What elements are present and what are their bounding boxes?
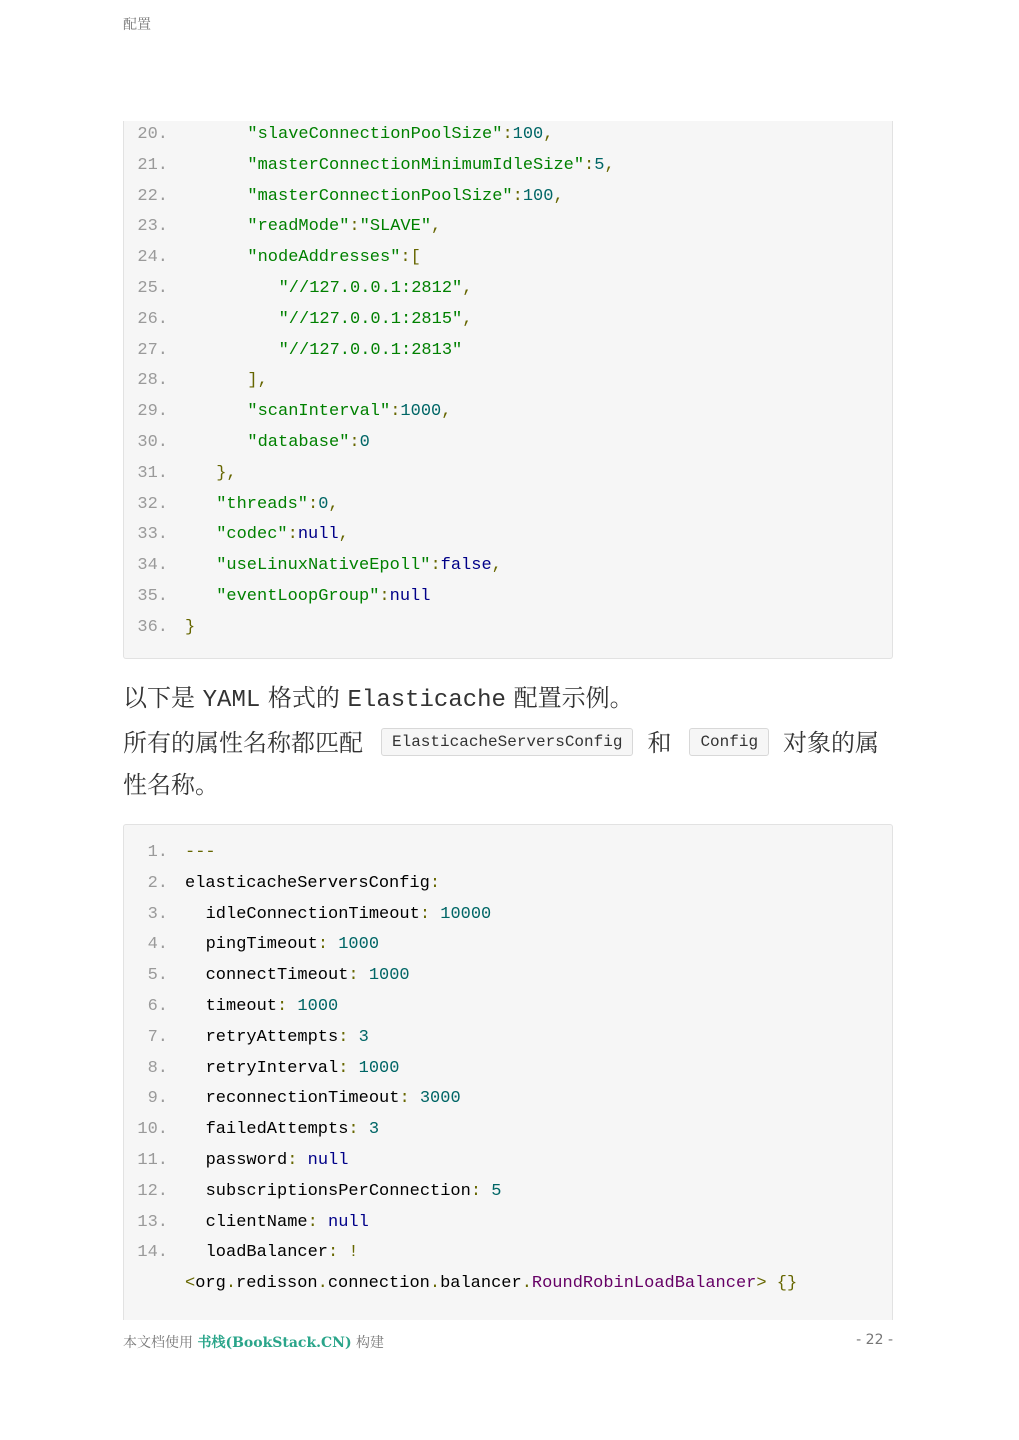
code-token: reconnectionTimeout [205,1089,400,1109]
code-text [185,1115,379,1146]
line-number: 31. [137,463,168,483]
code-line [124,930,892,961]
code-token: , [338,525,349,545]
code-line [124,1054,892,1085]
code-token: "SLAVE" [359,217,432,237]
code-token: , [553,186,564,206]
code-token: : [379,586,390,606]
text: 格式的 [260,684,348,712]
code-text [185,869,440,900]
code-token: : [584,155,595,175]
code-line [124,428,892,459]
code-line [124,869,892,900]
code-token: 1000 [368,966,410,986]
line-number: 8. [147,1058,168,1078]
code-line [124,1084,892,1115]
code-token: : [348,966,369,986]
inline-code-elasticache-servers-config: ElasticacheServersConfig [381,728,633,756]
json-code-block [123,121,893,659]
code-token: "//127.0.0.1:2813" [278,340,463,360]
code-token: "slaveConnectionPoolSize" [247,125,503,144]
code-token: 3000 [419,1089,461,1109]
code-token: : [419,904,441,924]
code-token: timeout [205,996,278,1016]
code-text [185,397,451,428]
code-line [124,305,892,336]
code-token: . [317,1274,328,1294]
code-token: "nodeAddresses" [247,248,401,268]
yaml-code-block [123,824,893,1320]
code-token: "masterConnectionMinimumIdleSize" [247,155,585,175]
code-token: "scanInterval" [247,402,391,422]
code-token: org [195,1274,226,1294]
code-text [185,930,379,961]
line-number: 22. [137,186,168,206]
code-text [185,1238,359,1269]
code-token: : [287,525,298,545]
code-line [124,397,892,428]
code-token: : [470,1181,492,1201]
code-token: 1000 [400,402,442,422]
code-token: 0 [359,432,370,452]
code-token: : [338,1027,359,1047]
code-token: "//127.0.0.1:2812" [278,278,463,298]
code-line [124,490,892,521]
line-number: 14. [137,1243,168,1263]
line-number: 9. [147,1089,168,1109]
code-token: } [185,617,196,637]
code-token: : [348,1120,369,1140]
code-text [185,1208,369,1239]
code-line [124,838,892,869]
code-text [185,243,421,274]
code-token: : [307,1212,329,1232]
code-token: 3 [368,1120,380,1140]
code-line [124,336,892,367]
text: 所有的属性名称都匹配 [123,729,363,757]
code-token: 3 [358,1027,369,1047]
line-number: 3. [147,904,168,924]
code-text [185,1177,501,1208]
code-token: false [440,556,492,576]
code-line [124,961,892,992]
code-text [185,613,195,644]
line-number: 29. [137,402,168,422]
code-token: clientName [205,1212,308,1232]
code-token: "threads" [216,494,309,514]
code-token: null [389,586,431,606]
code-lines [124,120,892,644]
code-text [185,1084,461,1115]
code-line [124,366,892,397]
line-number: 30. [137,432,168,452]
code-text [185,212,441,243]
code-token: : [317,935,339,955]
line-number: 35. [137,586,168,606]
code-line [124,992,892,1023]
code-token: : [390,402,401,422]
code-token: < [185,1274,196,1294]
code-token: redisson [236,1274,318,1294]
text: 以下是 [123,684,203,712]
line-number: 5. [147,966,168,986]
code-text [185,900,491,931]
line-number: 12. [137,1181,168,1201]
code-token: : [308,494,319,514]
code-token: : [512,186,523,206]
code-token: balancer [440,1274,522,1294]
code-token: , [462,309,473,329]
code-token: , [328,494,339,514]
code-text [185,1146,348,1177]
paragraph-intro [123,680,893,716]
code-line [124,120,892,151]
code-token: , [604,155,615,175]
code-lines [124,838,892,1300]
code-token: null [328,1212,369,1232]
code-token: subscriptionsPerConnection [205,1181,471,1201]
code-token: RoundRobinLoadBalancer [531,1274,757,1294]
code-token: "//127.0.0.1:2815" [278,309,463,329]
line-number: 26. [137,309,168,329]
line-number: 2. [147,873,168,893]
code-line [124,1177,892,1208]
code-text [185,992,338,1023]
code-token: , [462,278,473,298]
footer-prefix: 本文档使用 [123,1335,198,1351]
code-text [185,151,615,182]
code-line [124,212,892,243]
code-token: : [399,1089,420,1109]
line-number: 4. [147,935,168,955]
code-token: elasticacheServersConfig [185,873,430,893]
code-token: idleConnectionTimeout [205,904,420,924]
code-token: "eventLoopGroup" [216,586,380,606]
code-token: , [441,402,452,422]
yaml-term: YAML [202,687,261,714]
code-token: "masterConnectionPoolSize" [247,186,513,206]
code-token: loadBalancer [205,1243,329,1263]
code-line [124,1115,892,1146]
footer-suffix: 构建 [351,1335,385,1351]
inline-code-config: Config [689,728,769,756]
code-line [124,1023,892,1054]
code-line [124,151,892,182]
code-line [124,582,892,613]
code-token: : [338,1058,359,1078]
line-number: 7. [147,1027,168,1047]
line-number: 21. [137,155,168,175]
code-text [185,366,268,397]
code-line [124,1238,892,1269]
code-token: "database" [247,432,350,452]
line-number: 32. [137,494,168,514]
code-text [185,428,370,459]
code-token: connection [327,1274,430,1294]
code-line [124,900,892,931]
code-token: retryInterval [205,1058,339,1078]
code-line [124,613,892,644]
line-number: 1. [147,843,168,862]
code-token: 100 [512,125,544,144]
code-token: retryAttempts [205,1027,339,1047]
code-text [185,1023,369,1054]
text: 配置示例。 [505,684,634,712]
code-token: :[ [400,248,421,268]
code-token: connectTimeout [205,966,349,986]
code-line [124,243,892,274]
line-number: 23. [137,217,168,237]
code-token: : [430,556,441,576]
code-token: . [225,1274,237,1294]
line-number: 33. [137,525,168,545]
code-text [185,459,237,490]
code-token: 0 [318,494,329,514]
code-text [185,520,349,551]
code-token: ], [247,371,268,391]
code-token: 1000 [297,996,339,1016]
elasticache-term: Elasticache [347,687,506,714]
line-number: 10. [137,1120,168,1140]
code-line [124,1146,892,1177]
code-text [185,582,430,613]
line-number: 11. [137,1150,168,1170]
code-line [124,1208,892,1239]
code-token: , [543,125,554,144]
code-token: : [287,1150,308,1170]
code-text [185,961,410,992]
code-token: : [277,996,298,1016]
code-token: : [429,873,441,893]
code-token: pingTimeout [205,935,318,955]
code-text [185,1269,797,1300]
line-number: 24. [137,248,168,268]
code-token: 1000 [338,935,380,955]
page-number: - 22 - [856,1332,893,1348]
code-text [185,182,564,213]
code-line [124,274,892,305]
paragraph-properties [123,722,893,806]
code-token: : [349,217,360,237]
code-token: . [429,1274,441,1294]
code-text [185,336,462,367]
line-number: 20. [137,125,168,144]
code-text [185,551,502,582]
line-number: 27. [137,340,168,360]
code-line [124,459,892,490]
code-text [185,120,553,151]
code-token: : [349,432,360,452]
code-token: , [431,217,442,237]
code-text [185,490,339,521]
code-token: null [297,525,339,545]
code-text [185,274,472,305]
code-line [124,182,892,213]
code-line [124,1269,892,1300]
line-number: 36. [137,617,168,637]
code-token: , [491,556,502,576]
code-token: . [521,1274,532,1294]
code-token: null [307,1150,349,1170]
line-number: 25. [137,278,168,298]
code-token: }, [216,463,237,483]
page-header: 配置 [123,17,151,33]
code-token: 100 [522,186,554,206]
code-token: : [502,125,513,144]
code-token: 10000 [440,904,492,924]
line-number: 6. [147,996,168,1016]
code-token: failedAttempts [205,1120,349,1140]
code-line [124,551,892,582]
code-token: : ! [328,1243,359,1263]
code-text [185,305,472,336]
code-token: password [205,1150,288,1170]
text: 对象的属性名称。 [123,729,880,799]
page-footer [123,1332,893,1352]
code-token: "useLinuxNativeEpoll" [216,556,431,576]
code-token: 5 [491,1181,502,1201]
code-text [185,838,216,869]
code-token: --- [185,843,216,862]
code-token: "codec" [216,525,288,545]
line-number: 34. [137,556,168,576]
bookstack-link[interactable]: 书栈(BookStack.CN) [197,1335,352,1351]
line-number: 28. [137,371,168,391]
code-line [124,520,892,551]
code-token: 5 [594,155,605,175]
text: 和 [647,729,672,757]
code-token: "readMode" [247,217,350,237]
code-text [185,1054,399,1085]
line-number: 13. [137,1212,168,1232]
code-token: > {} [756,1274,798,1294]
code-token: 1000 [358,1058,400,1078]
